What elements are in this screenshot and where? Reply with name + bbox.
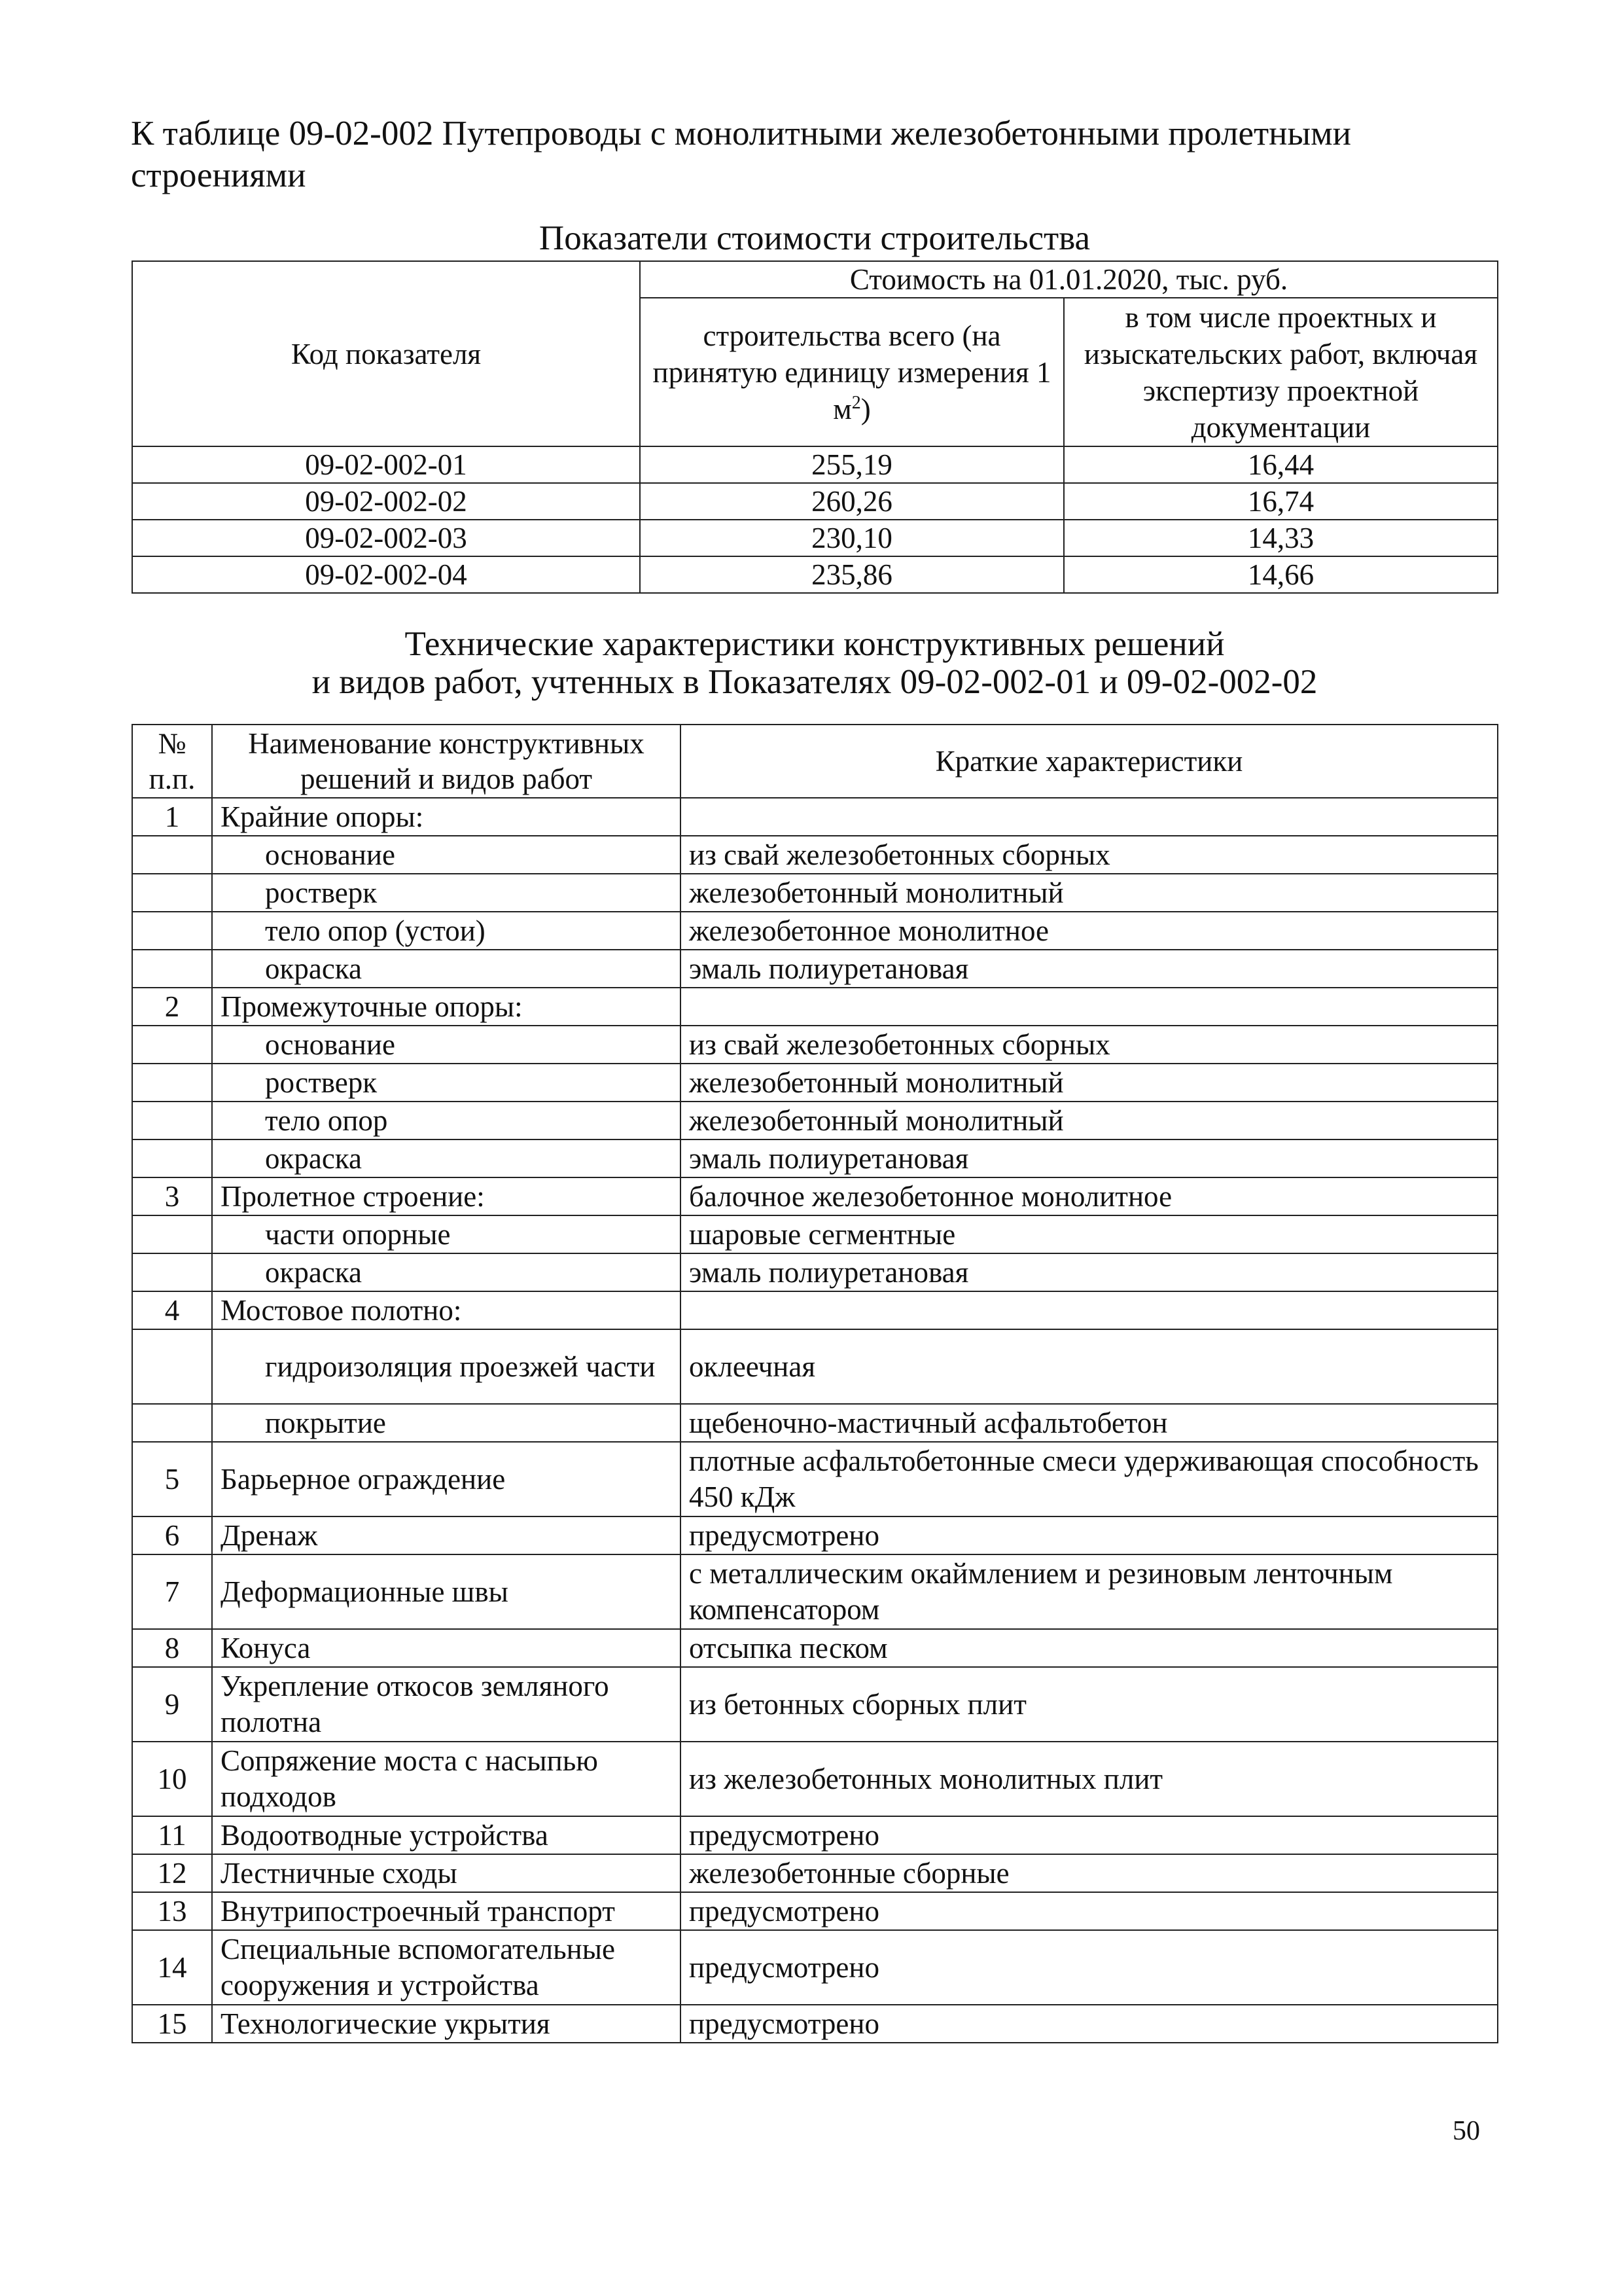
col-header-total [640,298,1064,446]
item-number-cell [132,1026,212,1064]
item-number-cell [132,836,212,874]
cost-code-cell: 09-02-002-01 [132,446,640,483]
table-row [132,836,1498,874]
item-name-cell: Лестничные сходы [212,1854,680,1892]
table-row [132,1554,1498,1629]
table-row [132,1854,1498,1892]
item-name-cell: окраска [212,1253,680,1291]
cost-design-cell: 16,44 [1064,446,1498,483]
item-name-cell: ростверк [212,1064,680,1102]
item-number-cell: 1 [132,798,212,836]
item-name-cell: Внутрипостроечный транспорт [212,1892,680,1930]
item-name-cell: основание [212,836,680,874]
item-number-cell: 5 [132,1442,212,1516]
item-desc-cell: из свай железобетонных сборных [680,836,1498,874]
item-name-cell: Барьерное ограждение [212,1442,680,1516]
item-desc-cell: эмаль полиуретановая [680,1139,1498,1177]
item-number-cell: 4 [132,1291,212,1329]
item-desc-cell: балочное железобетонное монолитное [680,1177,1498,1215]
item-name-cell: гидроизоляция проезжей части [212,1329,680,1404]
page-heading: К таблице 09-02-002 Путепроводы с монолитными железобетонными пролетными строениями [131,115,1352,194]
item-number-cell: 8 [132,1629,212,1667]
item-desc-cell: из бетонных сборных плит [680,1667,1498,1742]
item-desc-cell: с металлическим окаймлением и резиновым ленточным компенсатором [680,1554,1498,1629]
table-row [132,1291,1498,1329]
item-name-cell: Крайние опоры: [212,798,680,836]
item-desc-cell: эмаль полиуретановая [680,1253,1498,1291]
table-row [132,1930,1498,2005]
item-desc-cell: шаровые сегментные [680,1215,1498,1253]
table-row [132,1177,1498,1215]
item-number-cell [132,1404,212,1442]
col-header-design: в том числе проектных и изыскательских работ, включая экспертизу проектной документации [1064,298,1498,446]
item-number-cell [132,1215,212,1253]
item-desc-cell: железобетонный монолитный [680,874,1498,912]
item-desc-cell [680,798,1498,836]
item-name-cell: Сопряжение моста с насыпью подходов [212,1742,680,1816]
table-row [132,1816,1498,1854]
item-number-cell: 6 [132,1516,212,1554]
cost-design-cell: 16,74 [1064,483,1498,520]
item-desc-cell: из свай железобетонных сборных [680,1026,1498,1064]
cost-total-cell: 260,26 [640,483,1064,520]
item-number-cell: 3 [132,1177,212,1215]
item-name-cell: Специальные вспомогательные сооружения и устройства [212,1930,680,2005]
item-name-cell: ростверк [212,874,680,912]
item-name-cell: Пролетное строение: [212,1177,680,1215]
cost-total-cell: 235,86 [640,556,1064,593]
item-name-cell: окраска [212,1139,680,1177]
tech-title-line1: Технические характеристики конструктивных решений [404,625,1225,663]
cost-indicators-table [132,260,1498,594]
cost-table-title: Показатели стоимости строительства [538,219,1091,257]
item-desc-cell: отсыпка песком [680,1629,1498,1667]
table-row [132,1026,1498,1064]
table-row [132,1667,1498,1742]
tech-characteristics-table [132,724,1498,2043]
item-desc-cell: эмаль полиуретановая [680,950,1498,988]
item-desc-cell: предусмотрено [680,2005,1498,2043]
item-name-cell: Деформационные швы [212,1554,680,1629]
item-name-cell: тело опор [212,1102,680,1139]
item-name-cell: Технологические укрытия [212,2005,680,2043]
item-desc-cell: предусмотрено [680,1516,1498,1554]
table-row [132,950,1498,988]
item-name-cell: Водоотводные устройства [212,1816,680,1854]
item-name-cell: Дренаж [212,1516,680,1554]
tech-table-title [131,625,1498,701]
item-number-cell: 12 [132,1854,212,1892]
table-row [132,520,1498,556]
item-number-cell [132,912,212,950]
table-row [132,1329,1498,1404]
table-row [132,1215,1498,1253]
item-desc-cell: предусмотрено [680,1930,1498,2005]
table-row [132,1102,1498,1139]
table-row [132,1516,1498,1554]
cost-code-cell: 09-02-002-02 [132,483,640,520]
item-name-cell: Укрепление откосов земляного полотна [212,1667,680,1742]
item-number-cell [132,874,212,912]
cost-design-cell: 14,33 [1064,520,1498,556]
table-row [132,446,1498,483]
table-row [132,556,1498,593]
item-desc-cell: железобетонный монолитный [680,1064,1498,1102]
col-header-name: Наименование конструктивных решений и видов работ [212,725,680,798]
item-number-cell [132,1102,212,1139]
item-number-cell: 13 [132,1892,212,1930]
table-row [132,798,1498,836]
item-number-cell: 11 [132,1816,212,1854]
item-desc-cell: плотные асфальтобетонные смеси удерживающая способность 450 кДж [680,1442,1498,1516]
item-number-cell [132,950,212,988]
col-header-total-text: строительства всего (на принятую единицу измерения 1 м [652,319,1051,425]
table-row [132,1139,1498,1177]
item-name-cell: части опорные [212,1215,680,1253]
item-desc-cell: предусмотрено [680,1816,1498,1854]
table-row [132,1892,1498,1930]
table-row [132,1629,1498,1667]
table-row [132,483,1498,520]
item-number-cell [132,1253,212,1291]
item-number-cell [132,1139,212,1177]
col-header-desc: Краткие характеристики [680,725,1498,798]
col-header-cost-group: Стоимость на 01.01.2020, тыс. руб. [640,261,1498,298]
cost-design-cell: 14,66 [1064,556,1498,593]
table-row [132,1742,1498,1816]
item-name-cell: покрытие [212,1404,680,1442]
table-row [132,874,1498,912]
item-name-cell: Конуса [212,1629,680,1667]
item-number-cell: 7 [132,1554,212,1629]
table-row [132,2005,1498,2043]
item-number-cell: 15 [132,2005,212,2043]
cost-code-cell: 09-02-002-04 [132,556,640,593]
item-name-cell: основание [212,1026,680,1064]
item-desc-cell: предусмотрено [680,1892,1498,1930]
item-desc-cell: щебеночно-мастичный асфальтобетон [680,1404,1498,1442]
cost-total-cell: 255,19 [640,446,1064,483]
page-number: 50 [1453,2116,1480,2146]
item-desc-cell: железобетонный монолитный [680,1102,1498,1139]
item-name-cell: тело опор (устои) [212,912,680,950]
tech-title-line2: и видов работ, учтенных в Показателях 09-02-002-01 и 09-02-002-02 [311,663,1318,701]
table-row [132,1253,1498,1291]
item-desc-cell: оклеечная [680,1329,1498,1404]
cost-total-cell: 230,10 [640,520,1064,556]
col-header-num: № п.п. [132,725,212,798]
col-header-total-sup: 2 [851,392,861,413]
item-name-cell: окраска [212,950,680,988]
item-name-cell: Мостовое полотно: [212,1291,680,1329]
col-header-total-close: ) [860,392,871,425]
item-desc-cell: из железобетонных монолитных плит [680,1742,1498,1816]
item-desc-cell: железобетонное монолитное [680,912,1498,950]
table-row [132,1064,1498,1102]
cost-code-cell: 09-02-002-03 [132,520,640,556]
table-row [132,988,1498,1026]
item-name-cell: Промежуточные опоры: [212,988,680,1026]
item-desc-cell [680,1291,1498,1329]
item-number-cell: 2 [132,988,212,1026]
item-desc-cell: железобетонные сборные [680,1854,1498,1892]
table-row [132,1404,1498,1442]
item-number-cell [132,1064,212,1102]
item-number-cell [132,1329,212,1404]
item-desc-cell [680,988,1498,1026]
item-number-cell: 10 [132,1742,212,1816]
item-number-cell: 14 [132,1930,212,2005]
item-number-cell: 9 [132,1667,212,1742]
table-row [132,912,1498,950]
table-row [132,1442,1498,1516]
col-header-code: Код показателя [132,261,640,446]
